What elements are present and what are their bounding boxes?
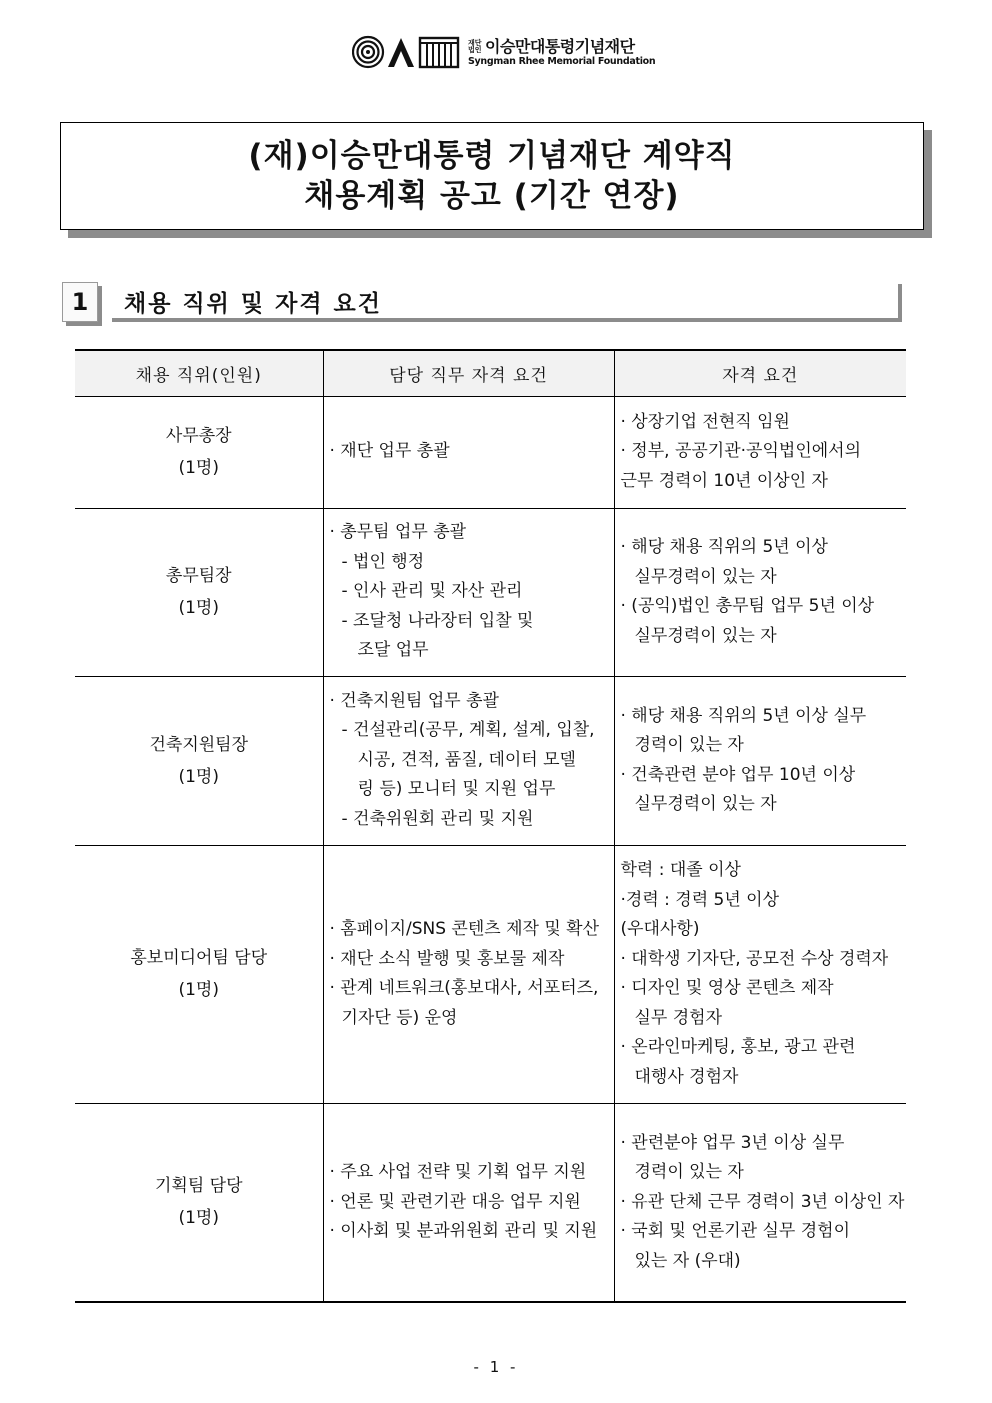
foundation-logo (352, 34, 655, 70)
position-cell (75, 845, 323, 1103)
recruitment-table (75, 349, 906, 1303)
duty-cell (323, 1103, 614, 1302)
section-title: 채용 직위 및 자격 요건 (112, 284, 902, 322)
qualification-cell (614, 1103, 906, 1302)
qualification-line: · 국회 및 언론기관 실무 경험이 (620, 1221, 850, 1241)
qualification-line: 근무 경력이 10년 이상인 자 (620, 470, 828, 491)
qualification-line: · 유관 단체 근무 경력이 3년 이상인 자 (620, 1191, 905, 1212)
qualification-line: 있는 자 (우대) (634, 1250, 741, 1271)
duty-line: · 총무팀 업무 총괄 (329, 522, 467, 543)
table-row (75, 676, 906, 845)
header-qualifications: 자격 요건 (614, 350, 906, 396)
position-name: 총무팀장 (165, 566, 232, 586)
table-row (75, 396, 906, 508)
position-name: 건축지원팀장 (149, 734, 249, 755)
duty-cell (323, 845, 614, 1103)
position-cell (75, 1103, 323, 1302)
duty-line: - 건축위원회 관리 및 지원 (341, 808, 534, 829)
title-line-2: 채용계획 공고 (기간 연장) (304, 178, 680, 214)
header-duties: 담당 직무 자격 요건 (323, 350, 614, 396)
qualification-line: 대행사 경험자 (634, 1066, 739, 1087)
table-row (75, 845, 906, 1103)
position-cell (75, 508, 323, 676)
position-name: 사무총장 (165, 426, 232, 446)
qualification-line: (우대사항) (620, 919, 700, 939)
qualification-cell (614, 396, 906, 508)
qualification-line: · (공익)법인 총무팀 업무 5년 이상 (620, 596, 875, 616)
logo-mark-icon (352, 35, 460, 69)
qualification-line: 실무경력이 있는 자 (634, 794, 777, 814)
qualification-line: · 상장기업 전현직 임원 (620, 411, 790, 432)
table-row (75, 508, 906, 676)
qualification-cell (614, 508, 906, 676)
qualification-line: · 온라인마케팅, 홍보, 광고 관련 (620, 1037, 856, 1057)
duty-line: · 이사회 및 분과위원회 관리 및 지원 (329, 1221, 598, 1241)
qualification-line: 실무경력이 있는 자 (634, 566, 777, 587)
qualification-line: 경력이 있는 자 (634, 1162, 744, 1182)
duty-line: · 언론 및 관련기관 대응 업무 지원 (329, 1191, 581, 1212)
org-name-english: Syngman Rhee Memorial Foundation (468, 55, 656, 67)
duty-line: · 건축지원팀 업무 총괄 (329, 690, 499, 711)
section-number: 1 (62, 282, 98, 322)
logo-text (468, 38, 655, 67)
page-number: - 1 - (473, 1358, 519, 1376)
duty-line: 링 등) 모니터 및 지원 업무 (357, 779, 556, 800)
position-name: 기획팀 담당 (154, 1176, 243, 1197)
qualification-line: 실무 경험자 (634, 1007, 723, 1028)
qualification-line: 학력 : 대졸 이상 (620, 860, 741, 880)
duty-line: · 주요 사업 전략 및 기획 업무 지원 (329, 1162, 587, 1182)
duty-line: - 법인 행정 (341, 551, 425, 572)
table-row (75, 1103, 906, 1302)
table-header-row (75, 350, 906, 396)
position-name: 홍보미디어팀 담당 (130, 948, 268, 968)
duty-cell (323, 676, 614, 845)
qualification-cell (614, 676, 906, 845)
position-count: (1명) (178, 766, 219, 787)
duty-line: · 재단 소식 발행 및 홍보물 제작 (329, 948, 565, 969)
qualification-line: · 디자인 및 영상 콘텐츠 제작 (620, 978, 834, 998)
qualification-line: · 해당 채용 직위의 5년 이상 (620, 537, 828, 557)
position-cell (75, 676, 323, 845)
title-line-1: (재)이승만대통령 기념재단 계약직 (248, 138, 736, 174)
qualification-line: ·경력 : 경력 5년 이상 (620, 889, 780, 910)
duty-line: · 관계 네트워크(홍보대사, 서포터즈, (329, 978, 599, 998)
duty-cell (323, 396, 614, 508)
position-count: (1명) (178, 980, 219, 1000)
header-position: 채용 직위(인원) (75, 350, 323, 396)
org-name-korean: 이승만대통령기념재단 (485, 36, 635, 56)
qualification-line: · 건축관련 분야 업무 10년 이상 (620, 764, 856, 785)
qualification-line: · 정부, 공공기관·공익법인에서의 (620, 441, 862, 462)
position-count: (1명) (178, 458, 219, 478)
position-cell (75, 396, 323, 508)
duty-line: 조달 업무 (357, 640, 429, 661)
duty-line: · 재단 업무 총괄 (329, 441, 450, 462)
duty-line: · 홈페이지/SNS 콘텐츠 제작 및 확산 (329, 919, 600, 939)
qualification-line: · 대학생 기자단, 공모전 수상 경력자 (620, 948, 889, 969)
duty-line: 시공, 견적, 품질, 데이터 모델 (357, 749, 576, 770)
duty-cell (323, 508, 614, 676)
qualification-line: · 해당 채용 직위의 5년 이상 실무 (620, 705, 867, 726)
position-count: (1명) (178, 1208, 219, 1229)
duty-line: 기자단 등) 운영 (341, 1007, 458, 1028)
logo-small-label: 재단 법인 (468, 38, 482, 54)
qualification-line: · 관련분야 업무 3년 이상 실무 (620, 1132, 845, 1153)
qualification-line: 실무경력이 있는 자 (634, 625, 777, 646)
duty-line: - 건설관리(공무, 계획, 설계, 입찰, (341, 720, 595, 741)
qualification-cell (614, 845, 906, 1103)
duty-line: - 인사 관리 및 자산 관리 (341, 581, 523, 602)
document-title-box (60, 122, 924, 230)
position-count: (1명) (178, 598, 219, 618)
duty-line: - 조달청 나라장터 입찰 및 (341, 610, 534, 631)
qualification-line: 경력이 있는 자 (634, 735, 744, 755)
